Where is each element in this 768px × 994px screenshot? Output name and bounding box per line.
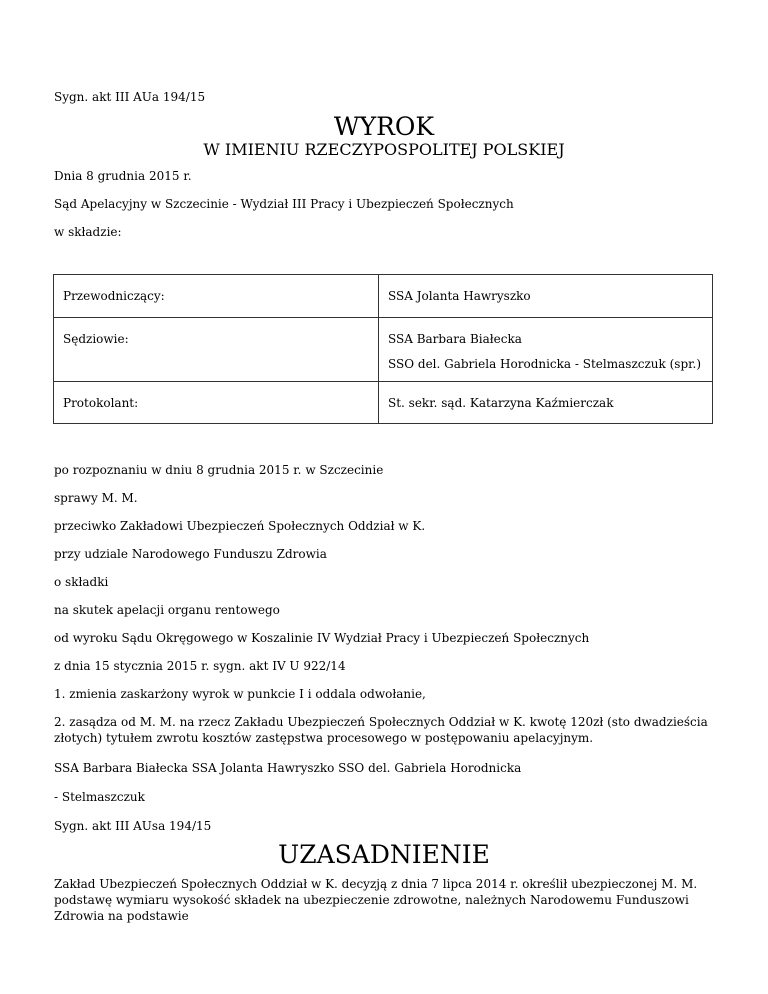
justification-title: UZASADNIENIE <box>278 840 490 869</box>
judgment-title: WYROK <box>333 112 435 141</box>
judges-signatures: SSA Barbara Białecka SSA Jolanta Hawryszko SSO del. Gabriela Horodnicka <box>54 761 522 775</box>
judges-cell <box>379 318 713 382</box>
judgment-date: Dnia 8 grudnia 2015 r. <box>54 169 192 183</box>
participating-party: przy udziale Narodowego Funduszu Zdrowia <box>54 547 327 561</box>
table-row <box>54 382 713 424</box>
table-row <box>54 318 713 382</box>
table-row <box>54 275 713 318</box>
lower-court-judgment: od wyroku Sądu Okręgowego w Koszalinie IV Wydział Pracy i Ubezpieczeń Społecznych <box>54 631 590 645</box>
chair-label: Przewodniczący: <box>54 275 379 318</box>
case-party: sprawy M. M. <box>54 491 138 505</box>
chair-value: SSA Jolanta Hawryszko <box>379 275 713 318</box>
judge-name: SSA Barbara Białecka <box>388 332 522 346</box>
justification-text: Zakład Ubezpieczeń Społecznych Oddział w K. decyzją z dnia 7 lipca 2014 r. określił ubezpieczonej M. M. podstawę wymiaru wysokość składek na ubezpieczenie zdrowotne, należnych Narodowemu Funduszowi Zdrowia na podstawie <box>54 877 698 923</box>
justification-signature: Sygn. akt III AUsa 194/15 <box>54 819 212 833</box>
ruling-point-1: 1. zmienia zaskarżony wyrok w punkcie I i oddala odwołanie, <box>54 687 426 701</box>
case-signature: Sygn. akt III AUa 194/15 <box>54 90 206 104</box>
hearing-info: po rozpoznaniu w dniu 8 grudnia 2015 r. w Szczecinie <box>54 463 384 477</box>
clerk-label: Protokolant: <box>54 382 379 424</box>
judge-name: SSO del. Gabriela Horodnicka - Stelmaszczuk (spr.) <box>388 357 702 371</box>
judges-label: Sędziowie: <box>54 318 379 382</box>
clerk-value: St. sekr. sąd. Katarzyna Kaźmierczak <box>379 382 713 424</box>
appeal-info: na skutek apelacji organu rentowego <box>54 603 280 617</box>
ruling-point-2: 2. zasądza od M. M. na rzecz Zakładu Ubezpieczeń Społecznych Oddział w K. kwotę 120zł (sto dwadzieścia złotych) tytułem zwrotu kosztów zastępstwa procesowego w postępowaniu apelacyjnym. <box>54 715 708 745</box>
lower-court-date: z dnia 15 stycznia 2015 r. sygn. akt IV U 922/14 <box>54 659 346 673</box>
composition-intro: w składzie: <box>54 225 122 239</box>
judgment-subtitle: W IMIENIU RZECZYPOSPOLITEJ POLSKIEJ <box>203 140 565 159</box>
opposing-party: przeciwko Zakładowi Ubezpieczeń Społecznych Oddział w K. <box>54 519 426 533</box>
court-name: Sąd Apelacyjny w Szczecinie - Wydział III Pracy i Ubezpieczeń Społecznych <box>54 197 514 211</box>
judges-signatures-cont: - Stelmaszczuk <box>54 790 145 804</box>
case-subject: o składki <box>54 575 109 589</box>
court-composition-table <box>53 274 713 424</box>
